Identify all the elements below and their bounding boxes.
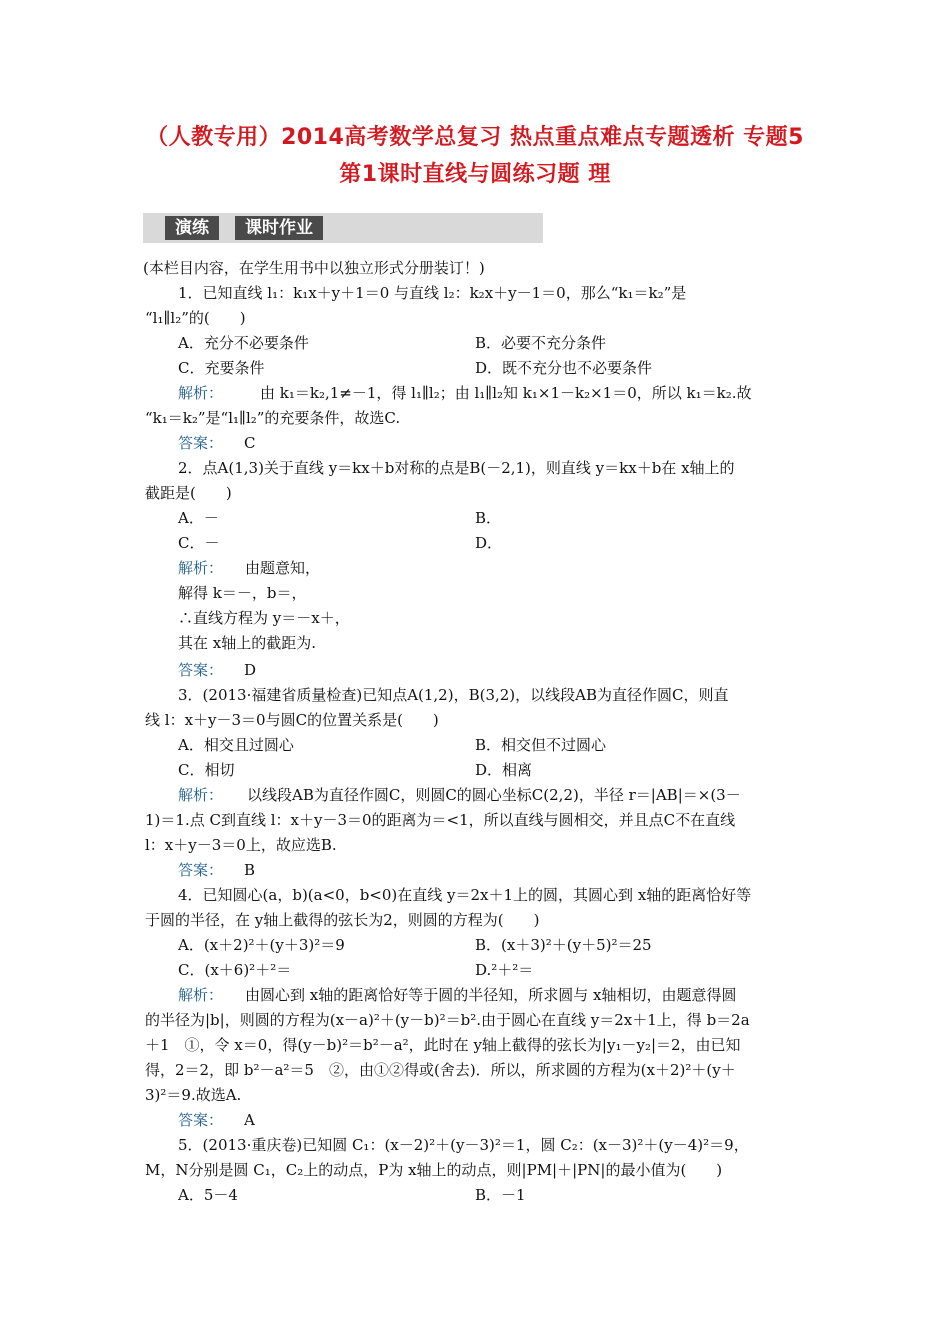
q1-answer: C — [244, 434, 256, 452]
q5-stem-line1: 5．(2013·重庆卷)已知圆 C₁：(x－2)²＋(y－3)²＝1，圆 C₂：(x－3)²＋(y－4)²＝9， — [178, 1136, 749, 1154]
q2-solution-line2: 解得 k＝－，b＝， — [178, 584, 307, 602]
q4-stem-line1: 4．已知圆心(a，b)(a<0，b<0)在直线 y＝2x＋1上的圆，其圆心到 x轴的距离恰好等 — [178, 886, 752, 904]
q2-answer: D — [244, 661, 257, 679]
q2-option-d: D． — [475, 534, 503, 552]
q1-option-a: A．充分不必要条件 — [178, 334, 309, 352]
q4-solution-line3: ＋1 ①，令 x＝0，得(y－b)²＝b²－a²，此时在 y轴上截得的弦长为|y₁－y₂|＝2，由已知 — [145, 1036, 741, 1054]
q4-answer-label: 答案： — [178, 1111, 224, 1129]
q1-solution-line2: “k₁＝k₂”是“l₁∥l₂”的充要条件，故选C. — [145, 409, 401, 427]
q3-option-a: A．相交且过圆心 — [178, 736, 294, 754]
q2-solution-line3: ∴直线方程为 y＝－x＋， — [178, 609, 350, 627]
q5-stem-line2: M，N分别是圆 C₁，C₂上的动点，P为 x轴上的动点，则|PM|＋|PN|的最小值为( ) — [145, 1161, 723, 1179]
q1-option-b: B．必要不充分条件 — [475, 334, 607, 352]
binding-note: (本栏目内容，在学生用书中以独立形式分册装订！) — [143, 259, 485, 277]
q4-solution-line4: 得，2＝2，即 b²－a²＝5 ②，由①②得或(舍去)．所以，所求圆的方程为(x＋2)²＋(y＋ — [145, 1061, 736, 1079]
q5-option-a: A．5－4 — [178, 1186, 238, 1204]
q2-option-a: A．－ — [178, 509, 219, 527]
doc-title-line-2: 第1课时直线与圆练习题 理 — [339, 162, 611, 187]
q4-solution-line2: 的半径为|b|，则圆的方程为(x－a)²＋(y－b)²＝b².由于圆心在直线 y＝2x＋1上，得 b＝2a — [145, 1011, 750, 1029]
q3-solution-line3: l：x＋y－3＝0上，故应选B. — [145, 836, 337, 854]
q3-stem-line2: 线 l：x＋y－3＝0与圆C的位置关系是( ) — [145, 711, 439, 729]
q3-answer: B — [244, 861, 256, 879]
q3-solution-line1: 以线段AB为直径作圆C，则圆C的圆心坐标C(2,2)，半径 r＝|AB|＝×(3－ — [247, 786, 741, 804]
q2-option-b: B． — [475, 509, 502, 527]
q2-stem-line2: 截距是( ) — [145, 484, 232, 502]
q5-option-b: B．－1 — [475, 1186, 526, 1204]
q4-solution-line5: 3)²＝9.故选A. — [145, 1086, 242, 1104]
q4-solution-label: 解析： — [178, 986, 224, 1004]
q4-option-a: A．(x＋2)²＋(y＋3)²＝9 — [178, 936, 345, 954]
q1-option-c: C．充要条件 — [178, 359, 265, 377]
q2-solution-line1: 由题意知， — [245, 559, 321, 577]
q2-stem-line1: 2．点A(1,3)关于直线 y＝kx＋b对称的点是B(－2,1)，则直线 y＝kx＋b在 x轴上的 — [178, 459, 735, 477]
q4-option-b: B．(x＋3)²＋(y＋5)²＝25 — [475, 936, 652, 954]
q4-solution-line1: 由圆心到 x轴的距离恰好等于圆的半径知，所求圆与 x轴相切，由题意得圆 — [245, 986, 737, 1004]
q2-solution-line4: 其在 x轴上的截距为. — [178, 634, 316, 652]
q2-option-c: C．－ — [178, 534, 220, 552]
q4-answer: A — [244, 1111, 255, 1129]
doc-title-line-1: （人教专用）2014高考数学总复习 热点重点难点专题透析 专题5 — [146, 125, 804, 150]
q1-solution-label: 解析： — [178, 384, 224, 402]
banner-separator — [227, 216, 235, 240]
section-banner — [143, 213, 543, 243]
q3-option-c: C．相切 — [178, 761, 235, 779]
banner-tag-homework: 课时作业 — [235, 216, 323, 240]
q3-answer-label: 答案： — [178, 861, 224, 879]
q1-stem-line1: 1．已知直线 l₁：k₁x＋y＋1＝0 与直线 l₂：k₂x＋y－1＝0，那么“k₁＝k₂”是 — [178, 284, 687, 302]
q3-solution-line2: 1)＝1.点 C到直线 l：x＋y－3＝0的距离为＝<1，所以直线与圆相交，并且点C不在直线 — [145, 811, 736, 829]
banner-tag-practice: 演练 — [165, 216, 219, 240]
q3-option-b: B．相交但不过圆心 — [475, 736, 607, 754]
q3-solution-label: 解析： — [178, 786, 224, 804]
q1-stem-line2: “l₁∥l₂”的( ) — [145, 309, 246, 327]
q3-stem-line1: 3．(2013·福建省质量检查)已知点A(1,2)，B(3,2)，以线段AB为直径作圆C，则直 — [178, 686, 729, 704]
q4-option-c: C．(x＋6)²＋²＝ — [178, 961, 292, 979]
q2-answer-label: 答案： — [178, 661, 224, 679]
q1-solution-line1: 由 k₁＝k₂,1≠－1，得 l₁∥l₂；由 l₁∥l₂知 k₁×1－k₂×1＝0，所以 k₁＝k₂.故 — [260, 384, 752, 402]
q3-option-d: D．相离 — [475, 761, 533, 779]
q1-answer-label: 答案： — [178, 434, 224, 452]
q4-option-d: D.²＋²＝ — [475, 961, 534, 979]
q1-option-d: D．既不充分也不必要条件 — [475, 359, 653, 377]
q4-stem-line2: 于圆的半径，在 y轴上截得的弦长为2，则圆的方程为( ) — [145, 911, 540, 929]
q2-solution-label: 解析： — [178, 559, 224, 577]
